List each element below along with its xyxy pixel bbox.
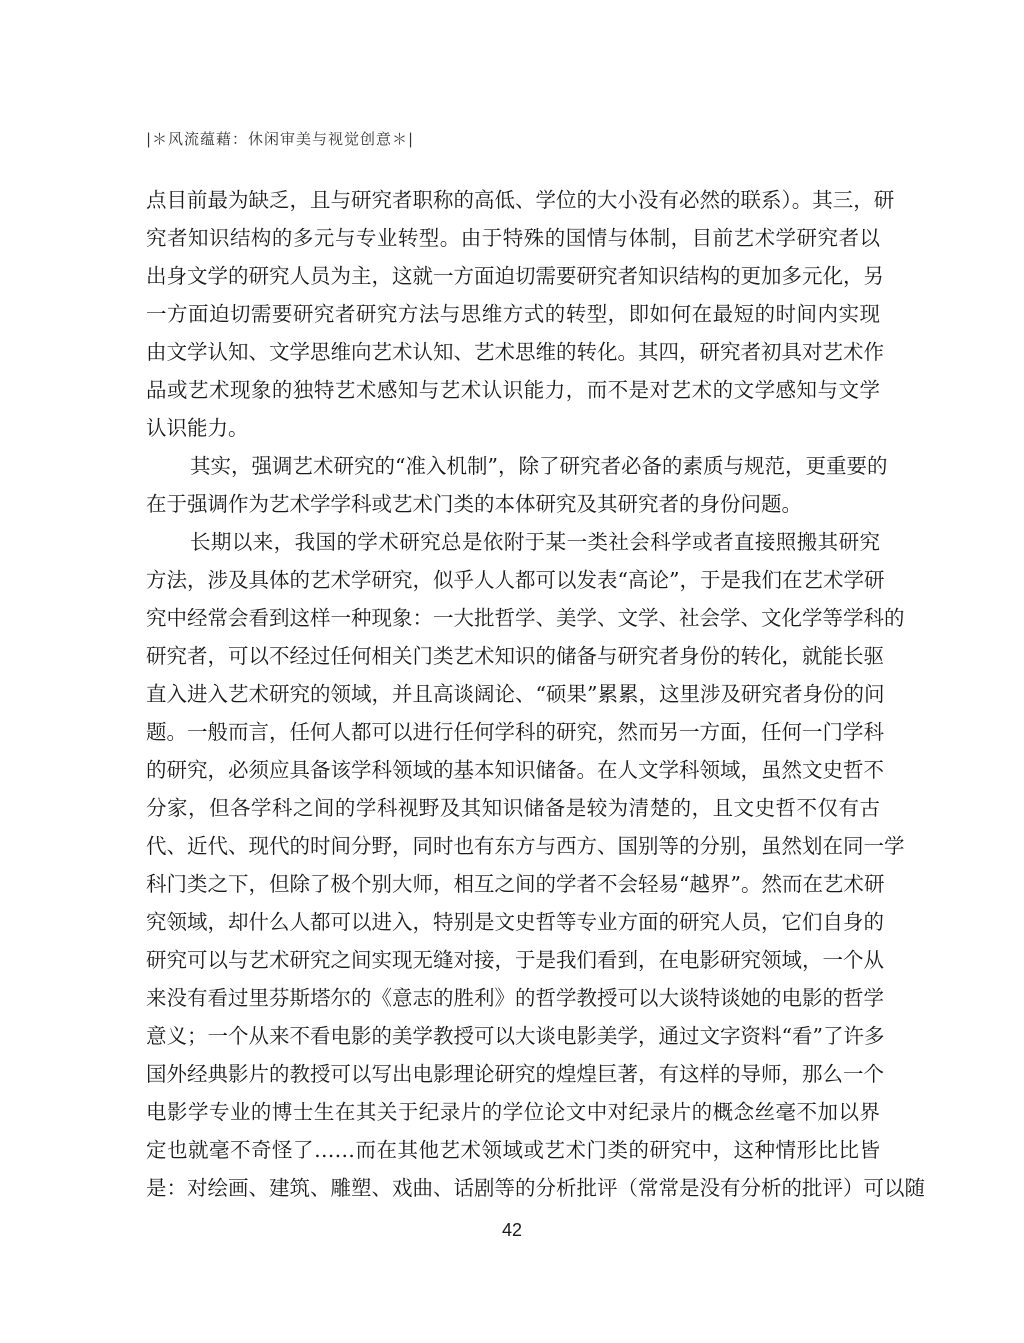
paragraph: [146, 181, 895, 447]
text-line: 认识能力。: [146, 416, 249, 440]
text-line: 出身文学的研究人员为主，这就一方面迫切需要研究者知识结构的更加多元化，另: [146, 264, 884, 288]
text-line: 一方面迫切需要研究者研究方法与思维方式的转型，即如何在最短的时间内实现: [146, 302, 880, 326]
text-line: 直入进入艺术研究的领域，并且高谈阔论、“硕果”累累，这里涉及研究者身份的问: [146, 682, 885, 706]
text-line: 研究者，可以不经过任何相关门类艺术知识的储备与研究者身份的转化，就能长驱: [146, 644, 884, 668]
text-line: 点目前最为缺乏，且与研究者职称的高低、学位的大小没有必然的联系）。其三，研: [146, 188, 895, 212]
text-line: 来没有看过里芬斯塔尔的《意志的胜利》的哲学教授可以大谈特谈她的电影的哲学: [146, 986, 884, 1010]
paragraph: [146, 447, 888, 523]
body-text: [146, 181, 925, 1207]
text-line: 国外经典影片的教授可以写出电影理论研究的煌煌巨著，有这样的导师，那么一个: [146, 1062, 884, 1086]
paragraph: [146, 523, 925, 1207]
running-header: |＊风流蕴藉：休闲审美与视觉创意＊|: [146, 130, 415, 148]
text-line: 题。一般而言，任何人都可以进行任何学科的研究，然而另一方面，任何一门学科: [146, 720, 884, 744]
text-line: 电影学专业的博士生在其关于纪录片的学位论文中对纪录片的概念丝毫不加以界: [146, 1100, 880, 1124]
text-line: 是：对绘画、建筑、雕塑、戏曲、话剧等的分析批评（常常是没有分析的批评）可以随: [146, 1176, 925, 1200]
text-line: 方法，涉及具体的艺术学研究，似乎人人都可以发表“高论”，于是我们在艺术学研: [146, 568, 885, 592]
text-line: 在于强调作为艺术学学科或艺术门类的本体研究及其研究者的身份问题。: [146, 492, 802, 516]
text-line: 代、近代、现代的时间分野，同时也有东方与西方、国别等的分别，虽然划在同一学: [146, 834, 905, 858]
text-line: 究者知识结构的多元与专业转型。由于特殊的国情与体制，目前艺术学研究者以: [146, 226, 880, 250]
text-line: 究中经常会看到这样一种现象：一大批哲学、美学、文学、社会学、文化学等学科的: [146, 606, 905, 630]
page-number: 42: [501, 1220, 523, 1240]
text-line: 研究可以与艺术研究之间实现无缝对接，于是我们看到，在电影研究领域，一个从: [146, 948, 884, 972]
text-line: 由文学认知、文学思维向艺术认知、艺术思维的转化。其四，研究者初具对艺术作: [146, 340, 884, 364]
text-line: 的研究，必须应具备该学科领域的基本知识储备。在人文学科领域，虽然文史哲不: [146, 758, 884, 782]
text-line: 长期以来，我国的学术研究总是依附于某一类社会科学或者直接照搬其研究: [190, 530, 880, 554]
text-line: 品或艺术现象的独特艺术感知与艺术认识能力，而不是对艺术的文学感知与文学: [146, 378, 880, 402]
text-line: 分家，但各学科之间的学科视野及其知识储备是较为清楚的，且文史哲不仅有古: [146, 796, 880, 820]
text-line: 其实，强调艺术研究的“准入机制”，除了研究者必备的素质与规范，更重要的: [190, 454, 888, 478]
text-line: 意义；一个从来不看电影的美学教授可以大谈电影美学，通过文字资料“看”了许多: [146, 1024, 885, 1048]
text-line: 究领域，却什么人都可以进入，特别是文史哲等专业方面的研究人员，它们自身的: [146, 910, 884, 934]
text-line: 科门类之下，但除了极个别大师，相互之间的学者不会轻易“越界”。然而在艺术研: [146, 872, 885, 896]
text-line: 定也就毫不奇怪了……而在其他艺术领域或艺术门类的研究中，这种情形比比皆: [146, 1138, 880, 1162]
